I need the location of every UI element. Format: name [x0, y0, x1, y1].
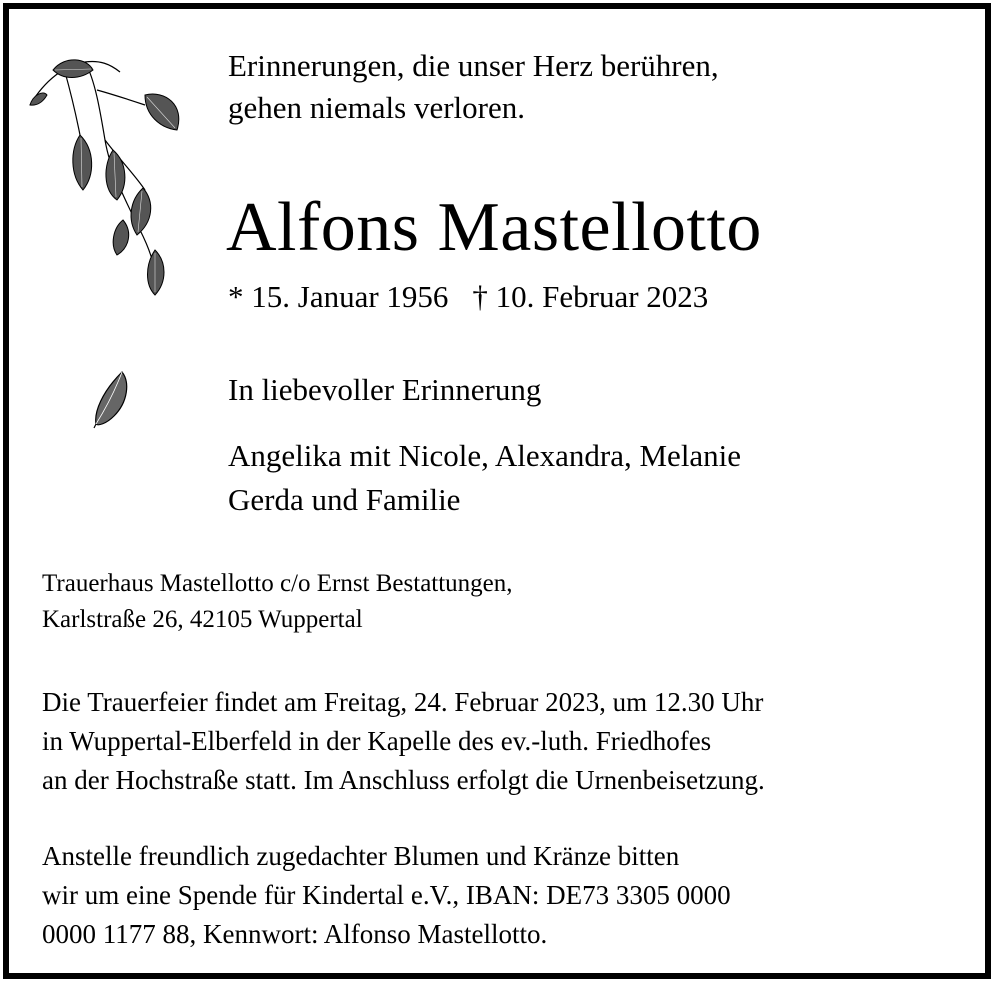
- birth-date: * 15. Januar 1956: [228, 279, 449, 314]
- motto-quote: [228, 45, 719, 129]
- motto-line: Erinnerungen, die unser Herz berühren,: [228, 48, 719, 83]
- deceased-name: Alfons Mastellotto: [226, 189, 762, 266]
- motto-line: gehen niemals verloren.: [228, 90, 525, 125]
- address-line: Trauerhaus Mastellotto c/o Ernst Bestattungen,: [42, 570, 513, 597]
- ceremony-line: Die Trauerfeier findet am Freitag, 24. Februar 2023, um 12.30 Uhr: [42, 687, 764, 717]
- falling-leaf-icon: [92, 368, 134, 430]
- death-date: † 10. Februar 2023: [472, 279, 709, 314]
- mourners: [228, 434, 741, 522]
- mourners-line: Gerda und Familie: [228, 482, 461, 517]
- life-dates: [228, 277, 708, 317]
- donation-request: [42, 837, 731, 954]
- ceremony-line: in Wuppertal-Elberfeld in der Kapelle des ev.-luth. Friedhofes: [42, 726, 712, 756]
- donation-line: Anstelle freundlich zugedachter Blumen und Kränze bitten: [42, 841, 680, 871]
- mourners-line: Angelika mit Nicole, Alexandra, Melanie: [228, 438, 742, 473]
- donation-line: 0000 1177 88, Kennwort: Alfonso Mastellotto.: [42, 919, 548, 949]
- memory-line: In liebevoller Erinnerung: [228, 372, 542, 407]
- address-line: Karlstraße 26, 42105 Wuppertal: [42, 606, 363, 633]
- mourning-address: [42, 566, 513, 638]
- funeral-details: [42, 683, 765, 800]
- ceremony-line: an der Hochstraße statt. Im Anschluss erfolgt die Urnenbeisetzung.: [42, 765, 765, 795]
- birch-branch-icon: [25, 50, 195, 300]
- donation-line: wir um eine Spende für Kindertal e.V., IBAN: DE73 3305 0000: [42, 880, 731, 910]
